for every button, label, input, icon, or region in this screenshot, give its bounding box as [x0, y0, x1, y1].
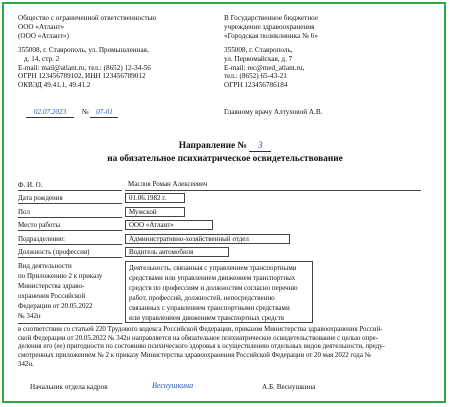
fio-value: Маслов Роман Алексеевич: [125, 180, 421, 190]
activity-value-line: связанных с управлением транспортными средствами: [129, 304, 290, 312]
sender-line: ОГРН 123456789102, ИНН 123456789012: [18, 72, 146, 81]
recipient-line: ОГРН 123456786184: [224, 81, 288, 90]
activity-value-line: средствами или управлением движением транспортных: [129, 274, 296, 282]
divider: [18, 230, 122, 231]
activity-label-line: Министерства здраво-: [18, 282, 85, 290]
sex-label: Пол: [18, 208, 30, 216]
sender-line: ОКВЭД 49.41.1, 49.41.2: [18, 81, 91, 90]
sender-line: (ООО «Атлант»): [18, 31, 69, 40]
sender-line: д. 14, стр. 2: [24, 54, 60, 63]
sender-block: [18, 14, 156, 90]
title-prefix: Направление №: [178, 141, 247, 151]
birth-value: 01.06.1982 г.: [125, 193, 185, 203]
signature-sign: Веснушкина: [152, 381, 194, 390]
paragraph-line: 342н.: [18, 360, 34, 368]
sex-value: Мужской: [125, 207, 185, 217]
activity-label: [18, 261, 102, 321]
divider: [18, 190, 122, 191]
sender-line: Общество с ограниченной ответственностью: [18, 14, 157, 22]
divider: [125, 190, 421, 191]
paragraph-line: деления его (ее) пригодности по состоянию психического здоровья к осуществлению отдельных видов деятельности, преду-: [18, 343, 385, 351]
activity-value: [125, 261, 313, 323]
position-value: Водитель автомобиля: [125, 247, 229, 257]
activity-label-line: Вид деятельности: [18, 262, 72, 270]
recipient-line: «Городская поликлиника № 6»: [224, 31, 318, 40]
fio-label: Ф. И. О.: [18, 181, 43, 189]
signature-name: А.Б. Веснушкина: [262, 383, 316, 391]
activity-label-line: № 342н: [18, 312, 41, 320]
divider: [18, 323, 122, 324]
recipient-line: E-mail: rec@med_atlant.ru,: [224, 63, 305, 72]
reg-date: 02.07.2023: [26, 108, 74, 118]
dept-label: Подразделение:: [18, 235, 65, 243]
work-label: Место работы: [18, 221, 61, 229]
recipient-line: В Государственное бюджетное: [224, 14, 319, 22]
paragraph-line: в соответствии со статьей 220 Трудового кодекса Российской Федерации, приказом Министерства здравоохранения Россий-: [18, 326, 383, 333]
recipient-line: учреждение здравоохранения: [224, 22, 315, 31]
divider: [18, 203, 122, 204]
title-number: 3: [249, 141, 271, 152]
activity-label-line: Федерации от 20.05.2022: [18, 302, 93, 310]
doc-title: [0, 141, 450, 152]
activity-value-line: или управлением движением транспортных средств: [129, 314, 285, 322]
birth-label: Дата рождения: [18, 194, 63, 202]
activity-value-line: Деятельность, связанная с управлением транспортными: [129, 264, 297, 272]
activity-value-line: работ, профессий, должностей, непосредственно: [129, 294, 275, 302]
registration-line: [26, 108, 118, 118]
reg-number: 07-01: [90, 108, 118, 118]
signature-position: Начальник отдела кадров: [30, 383, 108, 391]
sender-line: ООО «Атлант»: [18, 22, 65, 31]
recipient-block: [224, 14, 318, 90]
sender-line: 355008, г. Ставрополь, ул. Промышленная,: [18, 45, 149, 54]
recipient-line: 355008, г. Ставрополь,: [224, 45, 293, 54]
doc-subtitle: на обязательное психиатрическое освидетельствование: [107, 154, 343, 164]
recipient-line: ул. Первомайская, д. 7: [224, 54, 293, 63]
paragraph-line: ской Федерации от 20.05.2022 № 342н направляется на обязательное психиатрическое освидетельствование с целью опре-: [18, 334, 379, 342]
activity-label-line: охранения Российской: [18, 292, 86, 300]
recipient-line: тел.: (8652) 65-43-21: [224, 72, 287, 81]
paragraph-line: смотренных приложением № 2 к приказу Министерства здравоохранения Российской Федерации от 20 мая 2022 года №: [18, 352, 372, 360]
dept-value: Административно-хозяйственный отдел: [125, 234, 290, 244]
work-value: ООО «Атлант»: [125, 220, 213, 230]
sender-line: E-mail: mail@atlant.ru, тел.: (8652) 12-34-56: [18, 63, 151, 72]
divider: [18, 217, 122, 218]
body-paragraph: [18, 326, 385, 370]
position-label: Должность (профессия): [18, 248, 90, 256]
activity-value-line: средств по профессиям и должностям согласно перечню: [129, 284, 298, 292]
addressee: Главному врачу Алтуховой А.В.: [224, 108, 323, 116]
reg-no-label: №: [81, 108, 89, 116]
divider: [18, 244, 122, 245]
activity-label-line: по Приложению 2 к приказу: [18, 272, 103, 280]
divider: [18, 257, 122, 258]
